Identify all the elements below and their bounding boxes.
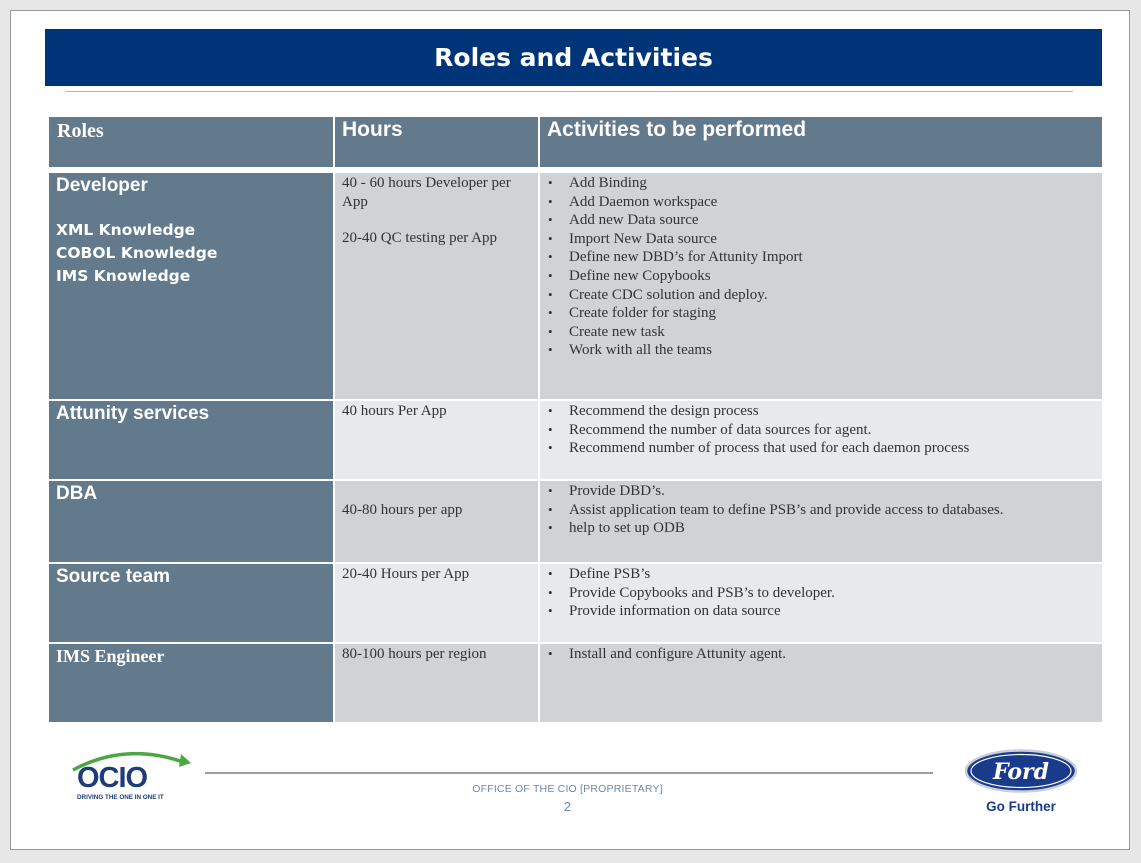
hours-cell (334, 563, 539, 643)
page-number: 2 (563, 799, 572, 814)
skill-item: XML Knowledge (56, 221, 196, 239)
ford-logo (961, 748, 1081, 818)
activity-item: • Add Binding (545, 174, 1095, 193)
ford-logo-text: Ford (992, 759, 1050, 785)
hours-cell (334, 172, 539, 400)
skills-list (56, 219, 326, 288)
role-cell (48, 643, 334, 723)
activity-item: • Import New Data source (545, 230, 1095, 249)
activities-cell (539, 480, 1103, 563)
activity-item: • Define new Copybooks (545, 267, 1095, 286)
hours-text: 20-40 Hours per App (342, 566, 470, 582)
table-row (48, 172, 1103, 400)
activity-item: • Install and configure Attunity agent. (545, 645, 1095, 664)
hours-text: 40 - 60 hours Developer per App (342, 175, 511, 210)
hours-text: 20-40 QC testing per App (342, 230, 497, 247)
role-name: Source team (56, 566, 171, 587)
header-roles: Roles (48, 116, 334, 168)
activity-item: • Create folder for staging (545, 304, 1095, 323)
role-name: Developer (56, 175, 148, 196)
role-cell (48, 400, 334, 480)
activity-item: • Recommend number of process that used for each daemon process (545, 439, 1095, 458)
ocio-logo-text: OCIO (77, 762, 148, 794)
role-cell (48, 563, 334, 643)
activity-item: • Create CDC solution and deploy. (545, 286, 1095, 305)
header-hours: Hours (334, 116, 539, 168)
roles-table (47, 115, 1104, 724)
skill-item: COBOL Knowledge (56, 244, 218, 262)
hours-text: 40-80 hours per app (342, 502, 463, 518)
activity-item: • Recommend the design process (545, 402, 1095, 421)
activity-item: • Define PSB’s (545, 565, 1095, 584)
activity-item: • Assist application team to define PSB’s and provide access to databases. (545, 501, 1095, 520)
activity-item: • Recommend the number of data sources for agent. (545, 421, 1095, 440)
header-activities: Activities to be performed (539, 116, 1103, 168)
role-name: Attunity services (56, 403, 210, 424)
table-row (48, 400, 1103, 480)
table-row (48, 643, 1103, 723)
hours-cell (334, 480, 539, 563)
activity-item: • Work with all the teams (545, 341, 1095, 360)
skill-item: IMS Knowledge (56, 267, 191, 285)
footer-confidentiality: OFFICE OF THE CIO [PROPRIETARY] (472, 783, 663, 795)
slide (10, 10, 1130, 850)
table-row (48, 563, 1103, 643)
activities-cell (539, 563, 1103, 643)
role-name: IMS Engineer (56, 646, 165, 666)
hours-cell (334, 643, 539, 723)
activity-item: • Provide Copybooks and PSB’s to developer. (545, 584, 1095, 603)
activity-item: • Add new Data source (545, 211, 1095, 230)
table-header-row (48, 116, 1103, 168)
activity-item: • Provide information on data source (545, 602, 1095, 621)
ocio-tagline: DRIVING THE ONE IN ONE IT (77, 794, 164, 801)
activities-cell (539, 643, 1103, 723)
table-row (48, 480, 1103, 563)
activities-cell (539, 172, 1103, 400)
ford-tagline: Go Further (986, 799, 1056, 814)
ocio-logo (65, 748, 195, 804)
hours-text: 40 hours Per App (342, 403, 447, 419)
role-name: DBA (56, 483, 98, 504)
activity-item: • Define new DBD’s for Attunity Import (545, 248, 1095, 267)
activity-item: • help to set up ODB (545, 519, 1095, 538)
ocio-arrow-icon (179, 754, 191, 767)
hours-text: 80-100 hours per region (342, 646, 487, 662)
activity-item: • Provide DBD’s. (545, 482, 1095, 501)
activities-cell (539, 400, 1103, 480)
activity-item: • Create new task (545, 323, 1095, 342)
role-cell (48, 480, 334, 563)
title-divider (65, 91, 1073, 92)
footer-divider (205, 772, 933, 774)
activity-item: • Add Daemon workspace (545, 193, 1095, 212)
hours-cell (334, 400, 539, 480)
role-cell (48, 172, 334, 400)
slide-title: Roles and Activities (45, 29, 1102, 86)
